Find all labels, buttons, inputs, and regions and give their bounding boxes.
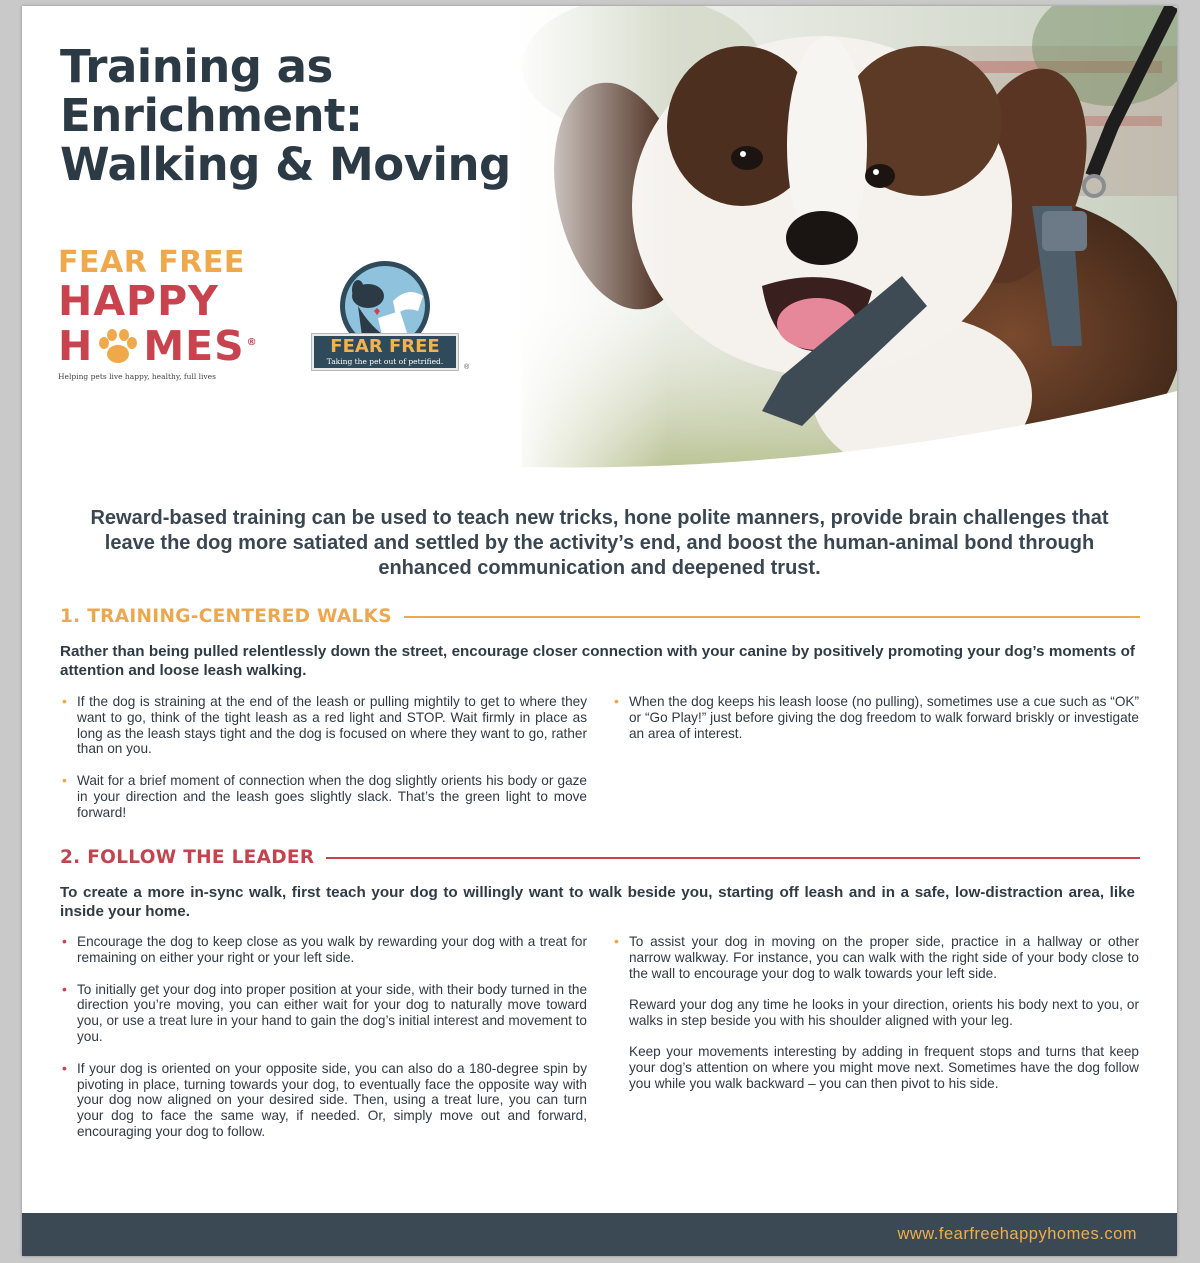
title-line-1: Training as (60, 40, 333, 93)
logo-tagline: Helping pets live happy, healthy, full lives (58, 372, 216, 381)
list-item-text: When the dog keeps his leash loose (no pulling), sometimes use a cue such as “OK” or “Go Play!” just before giving the dog freedom to walk forward briskly or investigate an area of interest. (629, 694, 1139, 741)
fear-free-emblem-icon (308, 256, 478, 346)
logo-line-happy: HAPPY (58, 277, 219, 325)
section-1-left-list (60, 694, 587, 837)
list-item-text: To assist your dog in moving on the proper side, practice in a hallway or other narrow walkway. For instance, you can walk with the right side of your body close to the wall to encourage your dog to walk towards your left side. (629, 934, 1139, 981)
title-line-2: Enrichment: (60, 89, 363, 142)
list-sub-paragraph: Reward your dog any time he looks in your direction, orients his body next to you, or walks in step beside you with his shoulder aligned with your leg. (629, 997, 1139, 1029)
bullet-icon: • (62, 1059, 67, 1076)
fear-free-badge-name: FEAR FREE (330, 336, 440, 357)
logo-letter-h: H (58, 322, 94, 370)
section-2-divider (326, 857, 1140, 859)
section-1-right-list (612, 694, 1139, 757)
list-item (60, 1061, 587, 1140)
section-2-title: 2. FOLLOW THE LEADER (60, 847, 315, 868)
list-item-text: Encourage the dog to keep close as you walk by rewarding your dog with a treat for remaining on either your right or your left side. (77, 934, 587, 965)
website-link[interactable]: www.fearfreehappyhomes.com (897, 1225, 1137, 1243)
flyer-page (22, 6, 1177, 1256)
section-heading-follow-the-leader (60, 847, 1140, 868)
bullet-icon: • (62, 933, 67, 949)
section-heading-training-walks (60, 606, 1140, 627)
list-item (60, 934, 587, 966)
section-2-paragraph: To create a more in-sync walk, first teach your dog to willingly want to walk beside you, starting off leash and in a safe, low-distraction area, like inside your home. (60, 884, 1135, 920)
hero-banner (22, 6, 1177, 476)
list-item (60, 694, 587, 757)
section-1-title: 1. TRAINING-CENTERED WALKS (60, 606, 392, 627)
section-2-left-list (60, 934, 587, 1156)
logo-line-fear-free: FEAR FREE (58, 245, 245, 280)
list-item-text: If your dog is oriented on your opposite side, you can also do a 180-degree spin by pivoting in place, turning towards your dog, to eventually face the opposite way with your dog now aligned on your desired side. Then, using a treat lure, you can turn your dog to face the same way, if needed. Or, simply move out and forward, encouraging your dog to follow. (77, 1060, 587, 1139)
list-item-text: Wait for a brief moment of connection when the dog slightly orients his body or gaze in your direction and the leash goes slightly slack. That’s the green light to move forward! (77, 773, 587, 820)
paw-icon (95, 326, 141, 366)
list-item (612, 694, 1139, 741)
logo-line-homes (58, 322, 308, 370)
fear-free-logo (308, 256, 478, 376)
section-2-right-list (612, 934, 1139, 1106)
list-item (60, 773, 587, 820)
logo-letters-mes: MES (143, 322, 245, 370)
bullet-icon: • (62, 693, 67, 709)
title-line-3: Walking & Moving (60, 138, 511, 191)
fear-free-happy-homes-logo (58, 246, 308, 381)
bullet-icon: • (614, 693, 619, 709)
registered-mark: ® (246, 337, 258, 348)
footer-bar (22, 1213, 1177, 1256)
list-item-text: To initially get your dog into proper position at your side, with their body turned in the direction you’re moving, you can either wait for your dog to naturally move toward you, or use a treat lure in your hand to gain the dog’s initial interest and movement to you. (77, 981, 587, 1044)
list-item (60, 982, 587, 1045)
section-1-paragraph: Rather than being pulled relentlessly down the street, encourage closer connection with your canine by positively promoting your dog’s moments of attention and loose leash walking. (60, 643, 1135, 679)
fear-free-badge-tagline: Taking the pet out of petrified. (326, 357, 444, 366)
page-title (60, 42, 511, 189)
list-item (612, 934, 1139, 981)
fear-free-registered-mark: ® (464, 364, 470, 371)
bullet-icon: • (614, 933, 619, 949)
bullet-icon: • (62, 980, 67, 997)
section-1-divider (404, 616, 1140, 618)
list-sub-paragraph: Keep your movements interesting by adding in frequent stops and turns that keep your dog’s attention on where you might move next. Sometimes have the dog follow you while you walk backward – you can then pivot to his side. (629, 1043, 1139, 1091)
bullet-icon: • (62, 772, 67, 789)
intro-paragraph: Reward-based training can be used to teach new tricks, hone polite manners, provide brain challenges that leave the dog more satiated and settled by the activity’s end, and boost the human-animal bond through enhanced communication and deepened trust. (90, 507, 1109, 579)
fear-free-badge (312, 334, 458, 370)
list-item-text: If the dog is straining at the end of the leash or pulling mightily to get to where they want to go, think of the tight leash as a red light and STOP. Wait firmly in place as long as the leash stays tight and the dog is focused on where they want to go, rather than on you. (77, 694, 587, 757)
